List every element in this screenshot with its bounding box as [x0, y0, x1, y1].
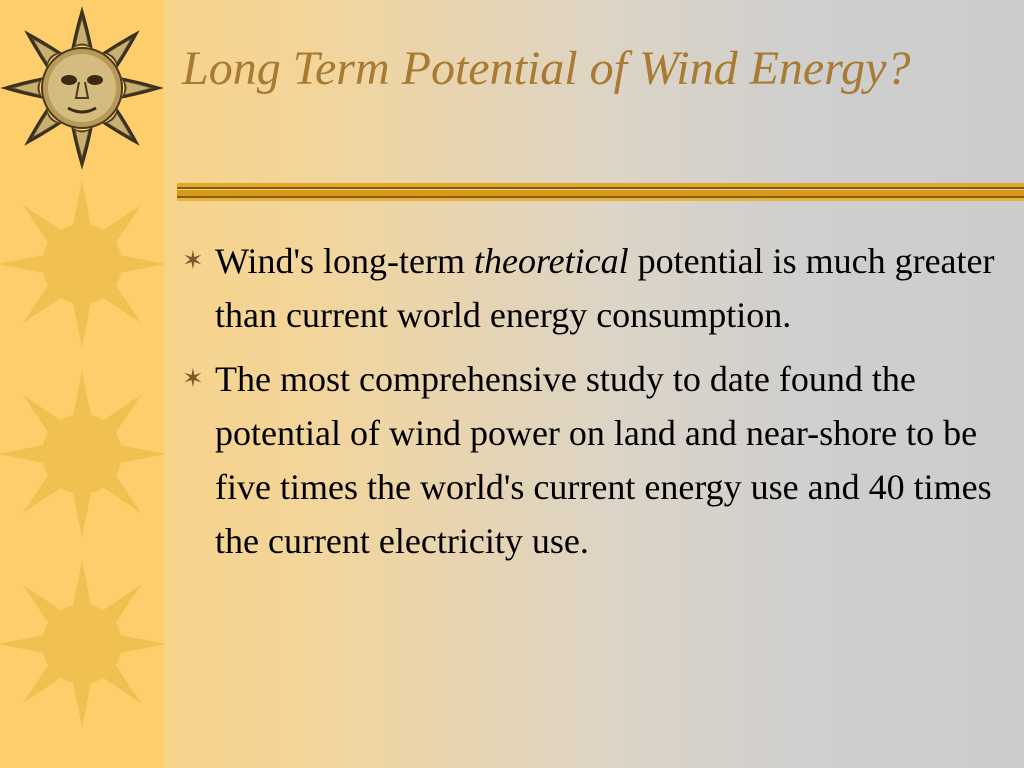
bullet-text: The most comprehensive study to date found the potential of wind power on land and near-shore to be five times the world's current energy use and 40 times the current electricity use.: [215, 359, 992, 561]
bullet-star-icon: ✶: [182, 246, 204, 275]
sidebar-decoration: [0, 0, 164, 768]
sun-icon: [0, 176, 164, 352]
sun-icon: [0, 556, 164, 732]
bullet-item: [182, 234, 1012, 342]
bullet-star-icon: ✶: [182, 364, 204, 393]
sun-icon: [0, 366, 164, 542]
bullet-item: [182, 352, 1012, 568]
title-divider: [177, 183, 1024, 203]
sun-face-icon: [0, 0, 164, 176]
bullet-list: [182, 234, 1012, 578]
slide-title: Long Term Potential of Wind Energy?: [182, 42, 911, 95]
bullet-text: Wind's long-term: [215, 241, 474, 281]
bullet-text: potential is much greater than current world energy consumption.: [215, 241, 995, 335]
bullet-emphasis: theoretical: [474, 241, 629, 281]
